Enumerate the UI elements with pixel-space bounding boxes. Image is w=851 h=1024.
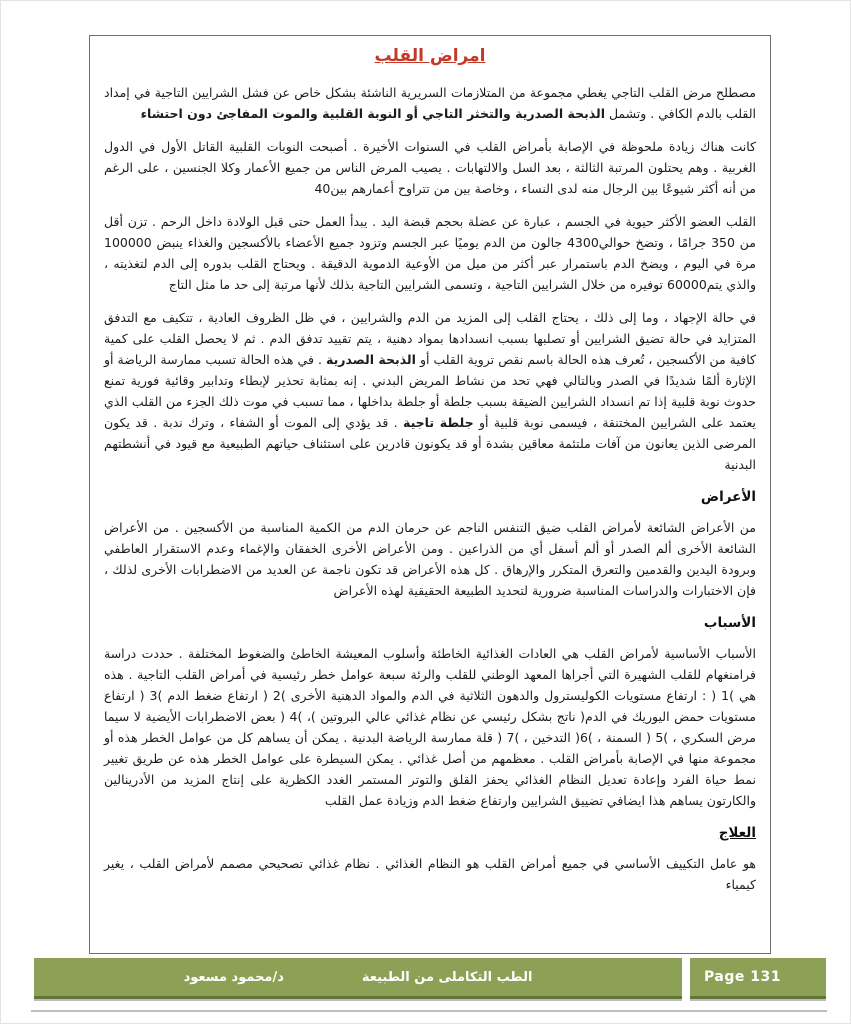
text-segment: الذبحة الصدرية والتخثر التاجي أو النوبة القلبية والموت المفاجئ دون احتشاء (140, 106, 605, 121)
paragraph (104, 517, 756, 601)
footer-author: د/محمود مسعود (183, 969, 284, 985)
page-number-label: Page 131 (704, 969, 781, 985)
section-heading (104, 615, 756, 631)
text-segment: الأعراض (700, 489, 756, 505)
paragraph (104, 82, 756, 124)
footer-bar (34, 958, 682, 999)
text-segment: الأسباب الأساسية لأمراض القلب هي العادات الغذائية الخاطئة وأسلوب المعيشة الخاطئ والضغوط المختلفة . حددت دراسة فرامنغهام للقلب الشهيرة التي أجراها المعهد الوطني للقلب والرئة سبعة عوامل خطر رئيسية في أمراض القلب التاجية . هذه هي )1 ( : ارتفاع مستويات الكوليسترول والدهون الثلاثية في الدم والمواد الدهنية الأخرى )2 ( ارتفاع ضغط الدم )3 ( ارتفاع مستويات حمض اليوريك في الدم( ناتج بشكل رئيسي عن نظام غذائي عالي البروتين )، )4 ( بعض الاضطرابات الأيضية لا سيما مرض السكري ، )5 ( السمنة ، )6( التدخين ، )7 ( قلة ممارسة الرياضة البدنية . يمكن أن يساهم كل من عوامل الخطر هذه أو مجموعة منها في الإصابة بأمراض القلب . معظمهم من أصل غذائي . يمكن السيطرة على عوامل الخطر هذه عن طريق تغيير نمط حياة الفرد وإعادة تعديل النظام الغذائي يحفز القلق والتوتر المستمر الغدد الكظرية على إنتاج المزيد من الأدرينالين والكارتون يساهم هذا ايضافي تضييق الشرايين وارتفاع ضغط الدم وزيادة عمل القلب (104, 646, 756, 808)
text-segment: مصطلح مرض القلب التاجي يغطي مجموعة من المتلازمات السريرية الناشئة بشكل خاص عن فشل الشرايين التاجية في إمداد القلب بالدم الكافي . وتشمل (104, 85, 756, 121)
paragraph (104, 643, 756, 811)
document-body (104, 82, 756, 895)
text-segment: من الأعراض الشائعة لأمراض القلب ضيق التنفس الناجم عن حرمان الدم من الكمية المناسبة من الأكسجين . من الأعراض الشائعة الأخرى ألم الصدر أو ألم أسفل أي من الذراعين . ومن الأعراض الأخرى الخفقان والإغماء وعدم الاستقرار العاطفي وبرودة اليدين والقدمين والتعرق المتكرر والإرهاق . كل هذه الأعراض قد تكون ناجمة عن العديد من الاضطرابات الأخرى لذلك ، فإن الاختبارات والدراسات المناسبة ضرورية لتحديد الطبيعة الحقيقية لهذه الأعراض (104, 520, 756, 598)
text-segment: العلاج (718, 825, 756, 841)
paragraph (104, 211, 756, 295)
footer-book-title: الطب التكاملى من الطبيعة (361, 969, 533, 985)
text-segment: كانت هناك زيادة ملحوظة في الإصابة بأمراض القلب في السنوات الأخيرة . أصبحت النوبات القلبية القاتل الأول في الدول الغربية . وهم يحتلون المرتبة الثالثة ، بعد السل والالتهابات . يصيب المرض الناس من جميع الأعمار وكلا الجنسين ، على الرغم من أنه أكثر شيوعًا بين الرجال منه لدى النساء ، وخاصة بين من تتراوح أعمارهم بين40 (104, 139, 756, 196)
page-title: امراض القلب (374, 46, 486, 66)
text-segment: الأسباب (703, 615, 756, 631)
text-segment: . قد يؤدي إلى الموت أو الشفاء ، وترك ندبة . قد يكون المرضى الذين يعانون من آفات ملتئمة معاقين بشدة أو قد يكونون قادرين على استئناف حياتهم الطبيعية مع قيود في أنشطتهم البدنية (104, 415, 756, 472)
paragraph (104, 307, 756, 475)
text-segment: . في هذه الحالة تسبب ممارسة الرياضة أو الإثارة ألمًا شديدًا في الصدر وبالتالي فهي تحد من نشاط المريض البدني . إنه بمثابة تحذير لإبطاء وتدابير وقائية فورية تمنع حدوث نوبة قلبية إذا تم انسداد الشرايين الضيقة بسبب جلطة أو جلطة بداخلها ، مما تسبب في موت ذلك الجزء من القلب الذي يعتمد على الشرايين المختنقة ، فيسمى نوبة قلبية أو (104, 352, 756, 430)
text-segment: في حالة الإجهاد ، وما إلى ذلك ، يحتاج القلب إلى المزيد من الدم والشرايين ، في ظل الظروف العادية ، تتكيف مع التدفق المتزايد في حالة تضيق الشرايين أو تصلبها بسبب انسدادها بمواد دهنية ، يتم تقييد تدفق الدم . ثم لا يحصل القلب على كمية كافية من الأكسجين ، تُعرف هذه الحالة باسم نقص تروية القلب أو (104, 310, 756, 367)
paragraph (104, 853, 756, 895)
footer (34, 958, 826, 999)
footer-page-number (690, 958, 826, 999)
section-heading (104, 489, 756, 505)
text-segment: هو عامل التكييف الأساسي في جميع أمراض القلب هو النظام الغذائي . نظام غذائي تصحيحي مصمم لأمراض القلب ، يغير كيمياء (104, 856, 756, 892)
paragraph (104, 136, 756, 199)
text-segment: جلطة تاجية (402, 415, 474, 430)
text-segment: القلب العضو الأكثر حيوية في الجسم ، عبارة عن عضلة بحجم قبضة اليد . يبدأ العمل حتى قبل الولادة داخل الرحم . تزن أقل من 350 جرامًا ، وتضخ حوالي4300 جالون من الدم يوميًا عبر الجسم وتزود جميع الأعضاء بالأكسجين والغذاء ينبض 100000 مرة في اليوم ، ويضخ الدم باستمرار عبر أكثر من ميل من الأوعية الدموية الدقيقة . ويحتاج القلب بدوره إلى الدم لتغذيته ، والذي يتم60000 توفيره من خلال الشرايين التاجية ، وتسمى الشرايين التاجية بذلك لأنها مرتبة إلى حد ما مثل التاج (104, 214, 757, 292)
content-frame (89, 35, 771, 954)
section-heading (104, 825, 756, 841)
text-segment: الذبحة الصدرية (326, 352, 416, 367)
footer-divider-line (31, 1010, 827, 1012)
